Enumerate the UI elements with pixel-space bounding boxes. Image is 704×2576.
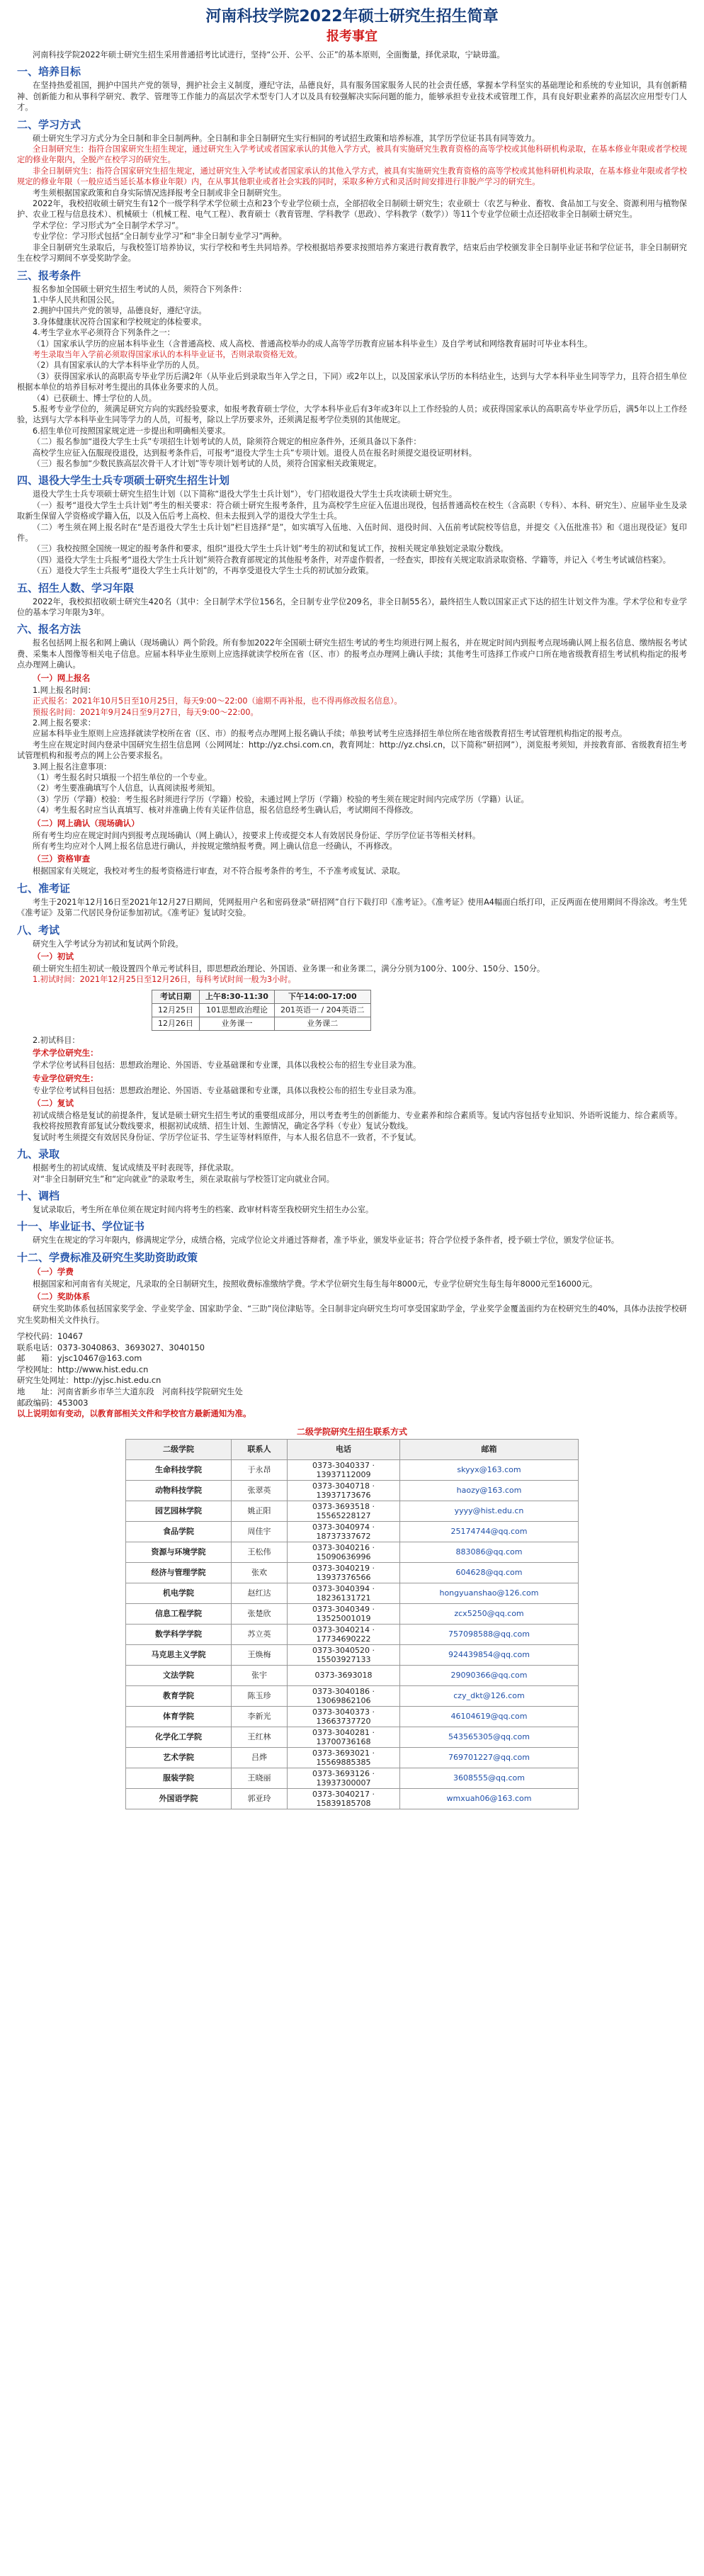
sec3-p5: 4.考生学业水平必须符合下列条件之一： [33, 328, 175, 338]
college-contact-person: 郭亚玲 [232, 1788, 288, 1809]
contact-school-code: 学校代码：10467 [17, 1331, 84, 1342]
college-row [126, 1480, 579, 1501]
schedule-cell: 101思想政治理论 [200, 1003, 275, 1017]
schedule-cell: 12月25日 [152, 1003, 200, 1017]
sec8-p7: 初试成绩合格是复试的前提条件，复试是硕士研究生招生考试的重要组成部分，用以考查考生的创新能力、专业素养和综合素质等。复试内容包括专业知识、外语听说能力、综合素质等。 [33, 1111, 683, 1121]
schedule-header-cell: 下午14:00-17:00 [274, 990, 370, 1003]
college-phone: 0373-3040217 · 15839185708 [288, 1788, 400, 1809]
college-phone: 0373-3040337 · 13937112009 [288, 1459, 400, 1480]
college-name: 教育学院 [126, 1685, 232, 1706]
college-contact-person: 王焕梅 [232, 1644, 288, 1665]
college-email[interactable]: zcx5250@qq.com [400, 1603, 579, 1624]
sec2-p2 [17, 144, 687, 166]
college-header-cell: 邮箱 [400, 1439, 579, 1459]
section-title-8: 八、考试 [17, 923, 60, 937]
college-row [126, 1521, 579, 1542]
college-contact-person: 周佳宇 [232, 1521, 288, 1542]
sec8-p4: 2.初试科目： [33, 1035, 80, 1045]
section-title-9: 九、录取 [17, 1148, 60, 1161]
college-contact-person: 于永昂 [232, 1459, 288, 1480]
schedule-header-cell: 上午8:30-11:30 [200, 990, 275, 1003]
college-name: 化学化工学院 [126, 1727, 232, 1747]
sec3-p12: 6.招生单位可按照国家规定进一步提出和明确相关要求。 [33, 426, 231, 436]
college-contact-person: 张楚欣 [232, 1603, 288, 1624]
college-row [126, 1501, 579, 1521]
sec2-p5: 2022年，我校招收硕士研究生有12个一级学科学术学位硕士点和23个专业学位硕士点，全部招收全日制硕士研究生；农业硕士（农艺与种业、畜牧、食品加工与安全、资源利用与植物保护、农业工程与信息技术）、机械硕士（机械工程、电气工程）、教育硕士（教育管理、学科教学（思政）、学科教学（数学））等11个专业学位硕士点还招收非全日制硕士研究生。 [17, 199, 687, 220]
college-email[interactable]: 604628@qq.com [400, 1562, 579, 1583]
section-title-4: 四、退役大学生士兵专项硕士研究生招生计划 [17, 474, 230, 487]
sec12-p1: 根据国家和河南省有关规定，凡录取的全日制研究生，按照收费标准缴纳学费。学术学位研究生每生每年8000元，专业学位研究生每生每年8000元至16000元。 [33, 1279, 598, 1289]
sec6-p1: 报名包括网上报名和网上确认（现场确认）两个阶段。所有参加2022年全国硕士研究生招生考试的考生均须进行网上报名，并在规定时间内到报考点现场确认网上报名信息、缴纳报名考试费、采集本人图像等相关电子信息。应届本科毕业生原则上应选择就读学校所在省（区、市）的报考点办理网上确认手续；其他考生可选择工作或户口所在地省级教育招生考试机构指定的报考点办理网上确认。 [17, 638, 687, 670]
college-name: 外国语学院 [126, 1788, 232, 1809]
sec6-subtitle-2: （二）网上确认（现场确认） [33, 818, 140, 828]
college-row [126, 1603, 579, 1624]
sec3-p2: 1.中华人民共和国公民。 [33, 295, 120, 305]
sec2-p1: 硕士研究生学习方式分为全日制和非全日制两种。全日制和非全日制研究生实行相同的考试招生政策和培养标准，其学历学位证书具有同等效力。 [33, 133, 540, 143]
section-title-2: 二、学习方式 [17, 118, 81, 131]
college-contact-person: 王松伟 [232, 1542, 288, 1562]
college-contact-person: 王晓丽 [232, 1768, 288, 1788]
college-phone: 0373-3040186 · 13069862106 [288, 1685, 400, 1706]
college-table-title: 二级学院研究生招生联系方式 [296, 1426, 407, 1437]
sec6-p10: （2）考生要准确填写个人信息，认真阅读报考须知。 [33, 784, 220, 793]
college-table-header [126, 1439, 579, 1459]
sec6-p9: （1）考生报名时只填报一个招生单位的一个专业。 [33, 772, 212, 782]
college-name: 食品学院 [126, 1521, 232, 1542]
sec3-p3: 2.拥护中国共产党的领导，品德良好，遵纪守法。 [33, 306, 207, 316]
college-header-cell: 二级学院 [126, 1439, 232, 1459]
sec12-p2: 研究生奖助体系包括国家奖学金、学业奖学金、国家助学金、“三助”岗位津贴等。全日制非定向研究生均可享受国家助学金，学业奖学金覆盖面约为在校研究生的40%，具体办法按学校研究生奖助相关文件执行。 [17, 1304, 687, 1325]
college-name: 马克思主义学院 [126, 1644, 232, 1665]
sec6-p7: 考生应在规定时间内登录中国研究生招生信息网（公网网址：http://yz.chsi.com.cn，教育网址：http://yz.chsi.cn，以下简称“研招网”），浏览报考须知，并按教育部、省级教育招生考试管理机构和报考点的网上公告要求报名。 [17, 740, 687, 761]
contact-address: 地 址：河南省新乡市华兰大道东段 河南科技学院研究生处 [17, 1386, 243, 1397]
college-phone: 0373-3040373 · 13663737720 [288, 1706, 400, 1727]
college-header-cell: 电话 [288, 1439, 400, 1459]
sec6-p5: 2.网上报名要求： [33, 718, 96, 728]
college-contact-person: 李新光 [232, 1706, 288, 1727]
sec6-subtitle-1: （一）网上报名 [33, 672, 91, 683]
exam-schedule-header [152, 990, 371, 1003]
college-row [126, 1768, 579, 1788]
section-title-6: 六、报名方法 [17, 623, 81, 636]
contact-postcode: 邮政编码：453003 [17, 1397, 89, 1408]
college-row [126, 1562, 579, 1583]
section-title-5: 五、招生人数、学习年限 [17, 581, 135, 594]
sec2-p3 [17, 166, 687, 188]
college-email[interactable]: 46104619@qq.com [400, 1706, 579, 1727]
sec2-p7: 专业学位：学习形式包括“全日制专业学习”和“非全日制专业学习”两种。 [33, 232, 287, 242]
college-name: 艺术学院 [126, 1747, 232, 1768]
section-title-12: 十二、学费标准及研究生奖助资助政策 [17, 1250, 198, 1264]
college-contact-person: 苏立英 [232, 1624, 288, 1644]
sec11-p1: 研究生在规定的学习年限内，修满规定学分，成绩合格，完成学位论文并通过答辩者，准予毕业，颁发毕业证书；符合学位授予条件者，授予硕士学位，颁发学位证书。 [33, 1236, 619, 1245]
college-row [126, 1706, 579, 1727]
sec8-type-1: 学术学位研究生： [33, 1048, 98, 1058]
sec12-subtitle-2: （二）奖助体系 [33, 1292, 91, 1302]
college-email[interactable]: 543565305@qq.com [400, 1727, 579, 1747]
college-row [126, 1542, 579, 1562]
sec6-p15: 根据国家有关规定，我校对考生的报考资格进行审查，对不符合报考条件的考生，不予准考或复试、录取。 [33, 866, 405, 876]
college-contact-person: 赵红达 [232, 1583, 288, 1603]
sec8-p9: 复试时考生须提交有效居民身份证、学历学位证书、学生证等材料原件，与本人报名信息不一致者，不予复试。 [33, 1132, 421, 1142]
contact-website[interactable]: 学校网址：http://www.hist.edu.cn [17, 1364, 149, 1374]
sec8-type-2: 专业学位研究生： [33, 1073, 98, 1083]
college-phone: 0373-3693126 · 13937300007 [288, 1768, 400, 1788]
college-row [126, 1459, 579, 1480]
contact-email[interactable]: 邮 箱：yjsc10467@163.com [17, 1353, 142, 1364]
college-row [126, 1583, 579, 1603]
sec6-p12: （4）考生报名时应当认真填写、核对并准确上传有关证件信息，报名信息经考生确认后，考试期间不得修改。 [33, 806, 419, 815]
college-row [126, 1788, 579, 1809]
schedule-row [152, 1003, 371, 1017]
college-email[interactable]: skyyx@163.com [400, 1459, 579, 1480]
sec8-subtitle-2: （二）复试 [33, 1098, 74, 1109]
college-email[interactable]: yyyy@hist.edu.cn [400, 1501, 579, 1521]
sec3-p7: 考生录取当年入学前必须取得国家承认的本科毕业证书，否则录取资格无效。 [33, 349, 302, 359]
college-email[interactable]: hongyuanshao@126.com [400, 1583, 579, 1603]
section-title-11: 十一、毕业证书、学位证书 [17, 1220, 145, 1233]
sec6-p13: 所有考生均应在规定时间内到报考点现场确认（网上确认），按要求上传或提交本人有效居民身份证、学历学位证书等相关材料。 [33, 830, 481, 840]
college-email[interactable]: wmxuah06@163.com [400, 1788, 579, 1809]
sec3-p1: 报名参加全国硕士研究生招生考试的人员，须符合下列条件： [33, 284, 247, 294]
section-title-7: 七、准考证 [17, 881, 71, 895]
college-contact-person: 王红林 [232, 1727, 288, 1747]
college-row [126, 1665, 579, 1685]
sec2-p4: 考生须根据国家政策和自身实际情况选择报考全日制或非全日制研究生。 [33, 188, 287, 198]
college-name: 生命科技学院 [126, 1459, 232, 1480]
contact-grad-website[interactable]: 研究生处网址：http://yjsc.hist.edu.cn [17, 1375, 161, 1386]
sec10-p1: 复试录取后，考生所在单位须在规定时间内将考生的档案、政审材料寄至我校研究生招生办公室。 [33, 1205, 374, 1215]
college-row [126, 1727, 579, 1747]
college-phone: 0373-3693021 · 15569885385 [288, 1747, 400, 1768]
college-email[interactable]: 25174744@qq.com [400, 1521, 579, 1542]
sec6-p2: 1.网上报名时间： [33, 685, 96, 695]
sec8-p3: 1.初试时间：2021年12月25日至12月26日，每科考试时间一般为3小时。 [33, 975, 296, 985]
college-phone: 0373-3040214 · 17734690222 [288, 1624, 400, 1644]
schedule-cell: 12月26日 [152, 1017, 200, 1030]
sec3-p8: （2）具有国家承认的大学本科毕业学历的人员。 [33, 361, 205, 371]
sec3-p10: （4）已获硕士、博士学位的人员。 [33, 393, 157, 403]
sec8-p6: 专业学位考试科目包括：思想政治理论、外国语、专业基础课和专业课，具体以我校公布的招生专业目录为准。 [33, 1085, 421, 1095]
sec4-p3: （二）考生须在网上报名时在“是否退役大学生士兵计划”栏目选择“是”，如实填写入伍地、入伍时间、退役时间、入伍前考试院校等信息，并提交《入伍批准书》和《退出现役证》复印件。 [17, 522, 687, 543]
sec8-p2: 硕士研究生招生初试一般设置四个单元考试科目，即思想政治理论、外国语、业务课一和业务课二，满分分别为100分、100分、150分、150分。 [33, 964, 545, 973]
college-name: 体育学院 [126, 1706, 232, 1727]
college-name: 园艺园林学院 [126, 1501, 232, 1521]
sec2-p3-text: 非全日制研究生：指符合国家研究生招生规定，通过研究生入学考试或者国家承认的其他入学方式，被具有实施研究生教育资格的高等学校或其他科研机构录取，在基本修业年限或者学校规定的修业年限（一般应适当延长基本修业年限）内，在从事其他职业或者社会实践的同时，采取多种方式和灵活时间安排进行非脱产学习的研究生。 [17, 166, 687, 187]
sec4-p2: （一）报考“退役大学生士兵计划”考生的相关要求：符合硕士研究生报考条件，且为高校学生应征入伍退出现役，包括普通高校在校生（含高职（专科）、本科、研究生）、应届毕业生及录取新生保留入学资格或学籍入伍，以及入伍后考上高校、但未去报到入学的退役大学生士兵。 [17, 500, 687, 521]
college-email[interactable]: 757098588@qq.com [400, 1624, 579, 1644]
college-phone: 0373-3040349 · 13525001019 [288, 1603, 400, 1624]
sec6-p3: 正式报名：2021年10月5日至10月25日，每天9:00～22:00（逾期不再补报，也不得再修改报名信息）。 [33, 696, 402, 706]
college-name: 文法学院 [126, 1665, 232, 1685]
college-row [126, 1624, 579, 1644]
sec6-p4: 预报名时间：2021年9月24日至9月27日，每天9:00～22:00。 [33, 707, 259, 717]
college-contact-person: 姚正阳 [232, 1501, 288, 1521]
sec6-p14: 所有考生均应对个人网上报名信息进行确认，并按规定缴纳报考费。网上确认信息一经确认，不再修改。 [33, 841, 397, 851]
college-email[interactable]: 924439854@qq.com [400, 1644, 579, 1665]
sec3-p11: 5.报考专业学位的，须满足研究方向的实践经验要求，如报考教育硕士学位，大学本科毕业后有3年或3年以上工作经验的人员；或获得国家承认的高职高专毕业学历后，满5年以上工作经验，达到与大学本科毕业生同等学力的人员，可报考，除以上学历要求外，还须满足报考学位类别的其他规定。 [17, 404, 687, 425]
sec3-p13: （二）报名参加“退役大学生士兵”专项招生计划考试的人员，除须符合规定的相应条件外，还须具备以下条件： [33, 437, 421, 447]
sec6-subtitle-3: （三）资格审查 [33, 854, 91, 864]
sec12-subtitle-1: （一）学费 [33, 1266, 74, 1277]
college-phone: 0373-3040219 · 13937376566 [288, 1562, 400, 1583]
page-subtitle: 报考事宜 [327, 29, 377, 44]
college-email[interactable]: 883086@qq.com [400, 1542, 579, 1562]
sec6-p6: 应届本科毕业生原则上应选择就读学校所在省（区、市）的报考点办理网上报名确认手续；单独考试考生应选择招生单位所在地省级教育招生考试管理机构指定的报考点。 [33, 729, 628, 739]
sec3-p14: 高校学生应征入伍服现役退役，达到报考条件后，可报考“退役大学生士兵”专项计划。退役人员在报名时须提交退役证明材料。 [33, 448, 477, 458]
college-contact-person: 张翠英 [232, 1480, 288, 1501]
college-row [126, 1747, 579, 1768]
college-contact-person: 陈玉珍 [232, 1685, 288, 1706]
sec4-p1: 退役大学生士兵专项硕士研究生招生计划（以下简称“退役大学生士兵计划”），专门招收退役大学生士兵攻读硕士研究生。 [33, 490, 457, 499]
college-contact-person: 张宇 [232, 1665, 288, 1685]
sec4-p5: （四）退役大学生士兵报考“退役大学生士兵计划”须符合教育部规定的其他报考条件，对弄虚作假者，一经查实，即按有关规定取消录取资格、学籍等，并记入《考生考试诚信档案》。 [33, 555, 671, 565]
section-title-10: 十、调档 [17, 1190, 60, 1203]
college-phone: 0373-3040974 · 18737337672 [288, 1521, 400, 1542]
page-title: 河南科技学院2022年硕士研究生招生简章 [205, 8, 499, 26]
sec8-subtitle-1: （一）初试 [33, 951, 74, 961]
sec3-p4: 3.身体健康状况符合国家和学校规定的体检要求。 [33, 317, 207, 327]
college-contact-table [125, 1439, 579, 1809]
college-contact-person: 张欢 [232, 1562, 288, 1583]
section-1-text: 在坚持热爱祖国，拥护中国共产党的领导，拥护社会主义制度，遵纪守法，品德良好，具有服务国家服务人民的社会责任感，掌握本学科坚实的基础理论和系统的专业知识，具有创新精神、创新能力和从事科学研究、教学、管理等工作能力的高层次学术型专门人才以及具有较强解决实际问题的能力，能够承担专业技术或管理工作，具有良好职业素养的高层次应用型专门人才。 [17, 81, 687, 113]
sec3-p6: （1）国家承认学历的应届本科毕业生（含普通高校、成人高校、普通高校举办的成人高等学历教育应届本科毕业生）及自学考试和网络教育届时可毕业本科生。 [33, 339, 593, 349]
college-phone: 0373-3040718 · 13937173676 [288, 1480, 400, 1501]
college-name: 动物科技学院 [126, 1480, 232, 1501]
sec2-p8: 非全日制研究生录取后，与我校签订培养协议，实行学校和考生共同培养。学校根据培养要求按照培养方案进行教育教学，结束后由学校颁发非全日制毕业证书和学位证书，非全日制研究生在校学习期间不享受奖助学金。 [17, 242, 687, 264]
sec2-p2-text: 全日制研究生：指符合国家研究生招生规定，通过研究生入学考试或者国家承认的其他入学方式，被具有实施研究生教育资格的高等学校或其他科研机构录取，在基本修业年限或者学校规定的修业年限内，全脱产在校学习的研究生。 [17, 145, 687, 165]
college-email[interactable]: czy_dkt@126.com [400, 1685, 579, 1706]
college-phone: 0373-3040216 · 15090636996 [288, 1542, 400, 1562]
section-title-3: 三、报考条件 [17, 269, 81, 282]
sec3-p9: （3）获得国家承认的高职高专毕业学历后满2年（从毕业后到录取当年入学之日，下同）或2年以上，以及国家承认学历的本科结业生，达到与大学本科毕业生同等学力，且符合招生单位根据本单位的培养目标对考生提出的具体业务要求的人员。 [17, 371, 687, 392]
sec7-p1: 考生于2021年12月16日至2021年12月27日期间，凭网报用户名和密码登录“研招网”自行下载打印《准考证》。《准考证》使用A4幅面白纸打印，正反两面在使用期间不得涂改。考生凭《准考证》及第二代居民身份证参加初试。《准考证》复试时交验。 [17, 897, 687, 918]
sec4-p6: （五）退役大学生士兵报考“退役大学生士兵计划”的，不再享受退役大学生士兵的初试加分政策。 [33, 566, 374, 576]
schedule-cell: 业务课一 [200, 1017, 275, 1030]
exam-schedule-table [152, 990, 371, 1031]
college-name: 经济与管理学院 [126, 1562, 232, 1583]
college-email[interactable]: 769701227@qq.com [400, 1747, 579, 1768]
college-name: 信息工程学院 [126, 1603, 232, 1624]
college-phone: 0373-3693018 [288, 1665, 400, 1685]
sec6-p8: 3.网上报名注意事项： [33, 762, 112, 772]
college-email[interactable]: 29090366@qq.com [400, 1665, 579, 1685]
sec3-p15: （三）报名参加“少数民族高层次骨干人才计划”等专项计划考试的人员，须符合国家相关政策规定。 [33, 459, 382, 468]
section-title-1: 一、培养目标 [17, 65, 81, 79]
sec6-p11: （3）学历（学籍）校验：考生报名时须进行学历（学籍）校验，未通过网上学历（学籍）校验的考生须在规定时间内完成学历（学籍）认证。 [33, 794, 529, 804]
college-name: 服装学院 [126, 1768, 232, 1788]
college-name: 数学科学学院 [126, 1624, 232, 1644]
college-name: 资源与环境学院 [126, 1542, 232, 1562]
college-phone: 0373-3040281 · 13700736168 [288, 1727, 400, 1747]
college-phone: 0373-3040520 · 15503927133 [288, 1644, 400, 1665]
contact-phone: 联系电话：0373-3040863、3693027、3040150 [17, 1342, 205, 1352]
sec8-p5: 学术学位考试科目包括：思想政治理论、外国语、专业基础课和专业课，具体以我校公布的招生专业目录为准。 [33, 1061, 421, 1070]
sec5-p1: 2022年，我校拟招收硕士研究生420名（其中：全日制学术学位156名，全日制专业学位209名，非全日制55名），最终招生人数以国家正式下达的招生计划文件为准。学术学位和专业学位的基本学习年限为3年。 [17, 597, 687, 618]
intro-text: 河南科技学院2022年硕士研究生招生采用普通招考比试进行，坚持“公开、公平、公正”的基本原则，全面衡量，择优录取，宁缺毋滥。 [33, 50, 505, 60]
college-row [126, 1685, 579, 1706]
college-contact-person: 吕烨 [232, 1747, 288, 1768]
college-row [126, 1644, 579, 1665]
contact-block [17, 1331, 687, 1420]
college-phone: 0373-3693518 · 15565228127 [288, 1501, 400, 1521]
college-name: 机电学院 [126, 1583, 232, 1603]
schedule-row [152, 1017, 371, 1030]
schedule-header-cell: 考试日期 [152, 990, 200, 1003]
schedule-cell: 业务课二 [274, 1017, 370, 1030]
schedule-cell: 201英语一 / 204英语二 [274, 1003, 370, 1017]
sec2-p6: 学术学位：学习形式为“全日制学术学习”。 [33, 220, 183, 230]
college-table-body [126, 1459, 579, 1809]
sec9-p1: 根据考生的初试成绩、复试成绩及平时表现等，择优录取。 [33, 1163, 239, 1173]
college-phone: 0373-3040394 · 18236131721 [288, 1583, 400, 1603]
college-header-cell: 联系人 [232, 1439, 288, 1459]
sec8-p1: 研究生入学考试分为初试和复试两个阶段。 [33, 939, 183, 949]
college-email[interactable]: 3608555@qq.com [400, 1768, 579, 1788]
college-email[interactable]: haozy@163.com [400, 1480, 579, 1501]
contact-note: 以上说明如有变动，以教育部相关文件和学校官方最新通知为准。 [17, 1408, 251, 1419]
sec8-p8: 我校将按照教育部复试分数线要求，根据初试成绩、招生计划、生源情况，确定各学科（专业）复试分数线。 [33, 1122, 414, 1131]
sec4-p4: （三）我校按照全国统一规定的报考条件和要求，组织“退役大学生士兵计划”考生的初试和复试工作，按相关规定单独划定录取分数线。 [33, 544, 509, 554]
sec9-p2: 对“非全日制研究生”和“定向就业”的录取考生，须在录取前与学校签订定向就业合同。 [33, 1174, 334, 1184]
